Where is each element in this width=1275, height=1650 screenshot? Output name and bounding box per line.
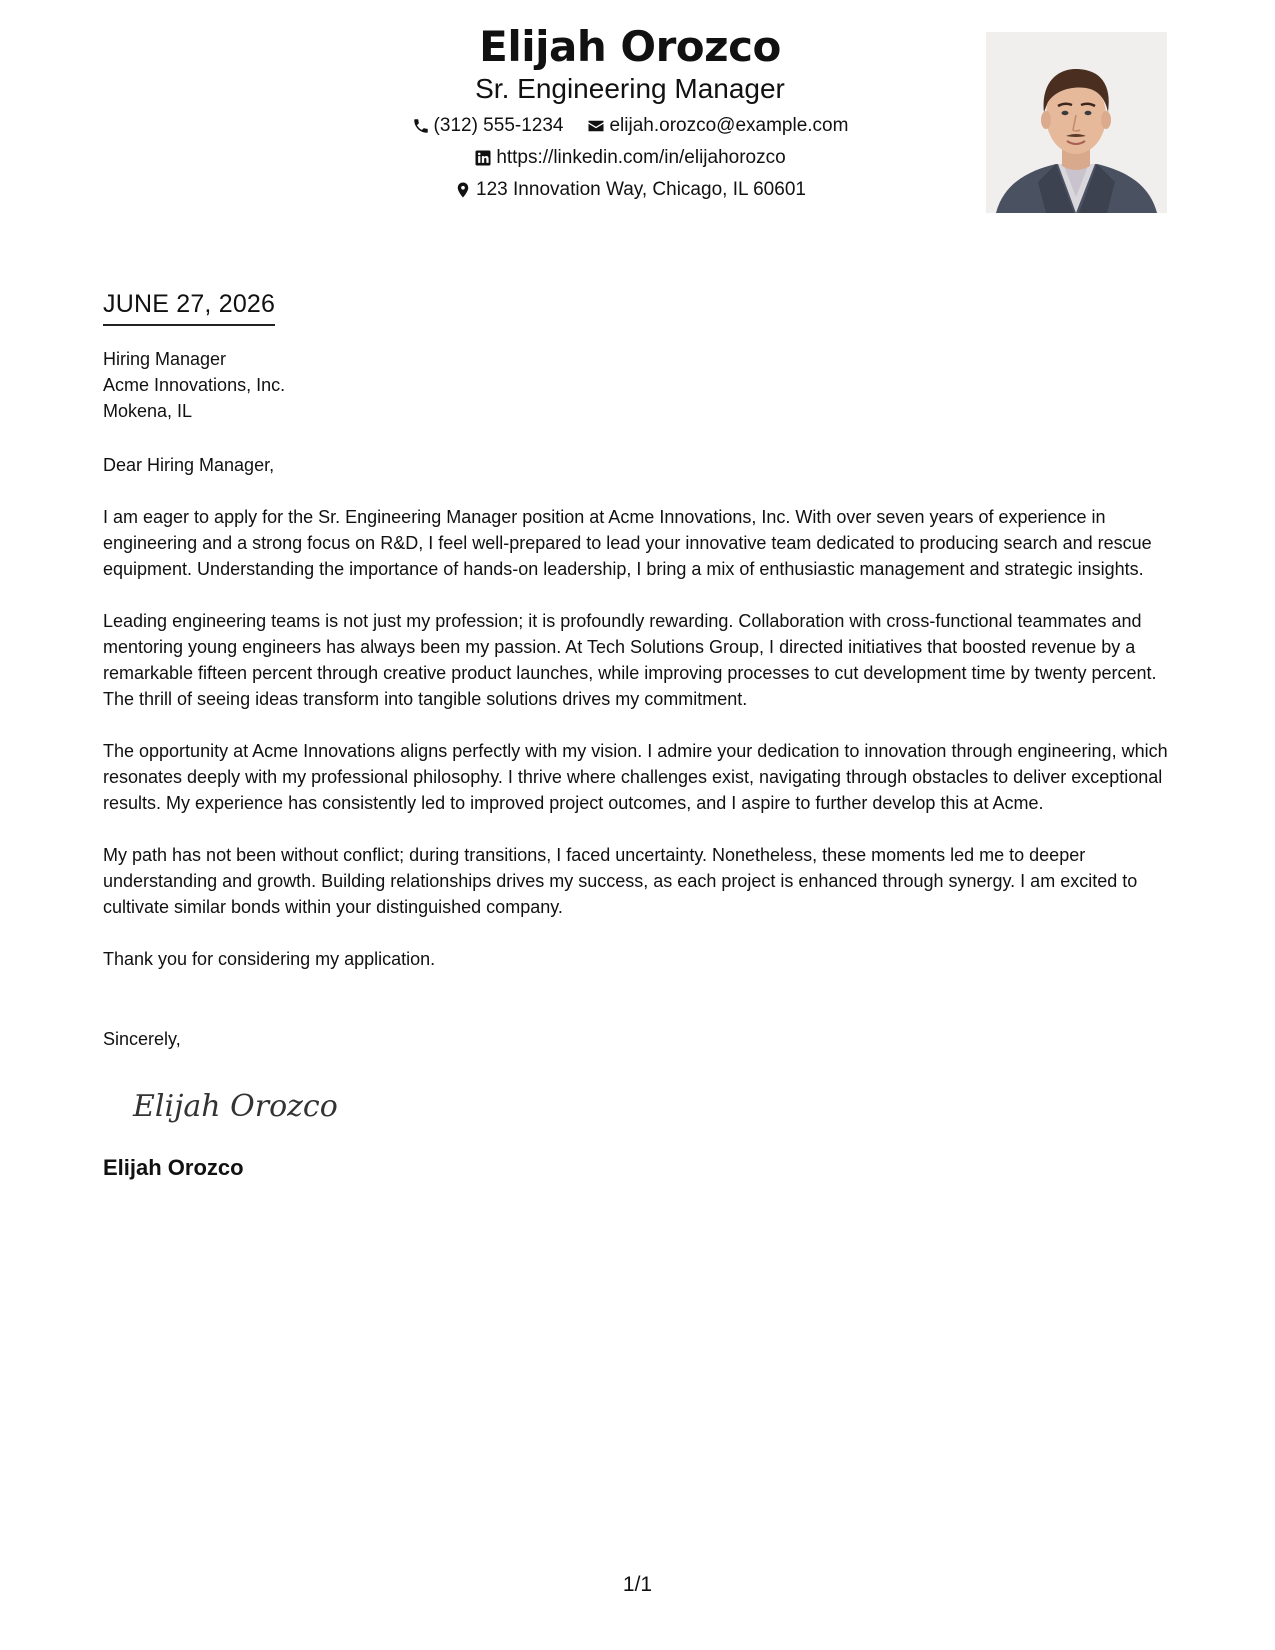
street-address: 123 Innovation Way, Chicago, IL 60601 bbox=[476, 179, 806, 200]
address-contact bbox=[454, 178, 806, 202]
profile-photo bbox=[986, 32, 1167, 213]
handwritten-signature bbox=[131, 1080, 341, 1130]
recipient-company: Acme Innovations, Inc. bbox=[103, 375, 286, 395]
body-paragraph: My path has not been without conflict; during transitions, I faced uncertainty. Nonetheless, these moments led me to deeper understanding and growth. Building relationships drives my success, as each project is enhanced through synergy. I am excited to cultivate similar bonds within your distinguished company. bbox=[103, 845, 1138, 917]
signer-name: Elijah Orozco bbox=[103, 1155, 244, 1180]
closing: Sincerely, bbox=[103, 1029, 181, 1049]
salutation: Dear Hiring Manager, bbox=[103, 455, 275, 475]
recipient-location: Mokena, IL bbox=[103, 401, 193, 421]
applicant-name: Elijah Orozco bbox=[479, 22, 781, 71]
linkedin-icon bbox=[474, 149, 492, 167]
body-paragraph: I am eager to apply for the Sr. Engineering Manager position at Acme Innovations, Inc. With over seven years of experience in engineering and a strong focus on R&D, I feel well-prepared to lead your innovative team dedicated to producing search and rescue equipment. Understanding the importance of hands-on leadership, I bring a mix of enthusiastic management and strategic insights. bbox=[103, 507, 1152, 579]
linkedin-contact bbox=[474, 146, 785, 170]
envelope-icon bbox=[587, 117, 605, 135]
body-paragraph: The opportunity at Acme Innovations aligns perfectly with my vision. I admire your dedication to innovation through engineering, which resonates deeply with my professional philosophy. I thrive where challenges exist, navigating through obstacles to deliver exceptional results. My experience has consistently led to improved project outcomes, and I aspire to further develop this at Acme. bbox=[103, 741, 1168, 813]
recipient-block bbox=[103, 346, 1173, 424]
linkedin-url: https://linkedin.com/in/elijahorozco bbox=[496, 147, 786, 168]
page-indicator: 1/1 bbox=[622, 1573, 653, 1596]
email-address: elijah.orozco@example.com bbox=[609, 115, 849, 136]
map-marker-icon bbox=[454, 181, 472, 199]
recipient-line: Hiring Manager bbox=[103, 349, 227, 369]
letter-date: JUNE 27, 2026 bbox=[103, 288, 275, 326]
body-paragraph: Leading engineering teams is not just my profession; it is profoundly rewarding. Collaboration with cross-functional teammates and mentoring young engineers has always been my passion. At Tech Solutions Group, I directed initiatives that boosted revenue by a remarkable fifteen percent through creative product launches, while improving processes to cut development time by twenty percent. The thrill of seeing ideas transform into tangible solutions drives my commitment. bbox=[103, 611, 1157, 709]
letter-body bbox=[103, 288, 1173, 1182]
phone-contact bbox=[412, 114, 564, 138]
body-paragraph: Thank you for considering my application. bbox=[103, 949, 436, 969]
signature-text: Elijah Orozco bbox=[133, 1089, 338, 1124]
phone-number: (312) 555-1234 bbox=[433, 115, 564, 136]
email-contact bbox=[587, 114, 848, 138]
phone-icon bbox=[412, 117, 430, 135]
applicant-title: Sr. Engineering Manager bbox=[475, 73, 785, 104]
